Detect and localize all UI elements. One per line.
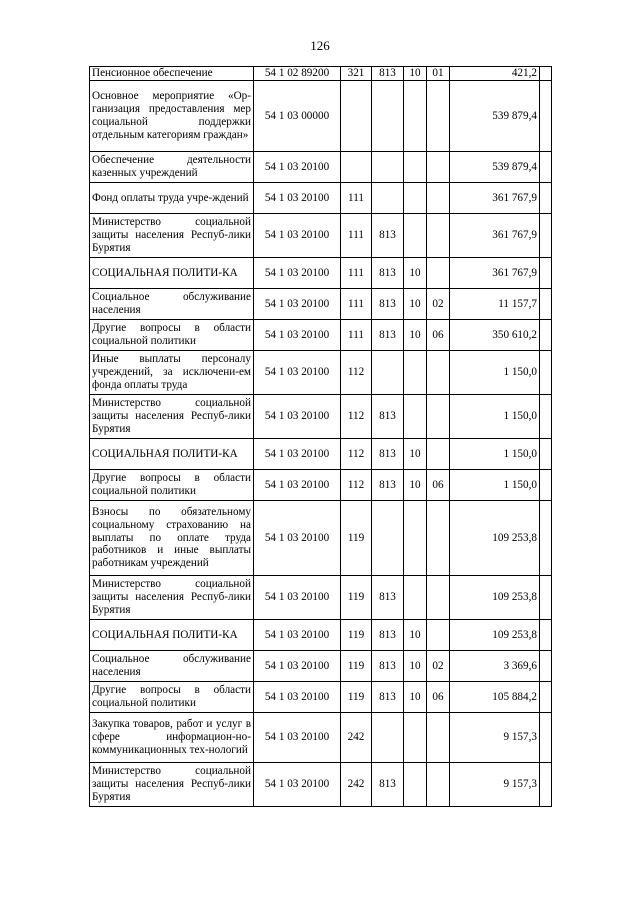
row-grbs-code: 813	[372, 651, 404, 682]
row-empty-cell	[540, 501, 552, 576]
row-amount: 109 253,8	[450, 620, 540, 651]
row-amount: 361 767,9	[450, 214, 540, 258]
row-amount: 9 157,3	[450, 713, 540, 763]
row-grbs-code	[372, 81, 404, 152]
row-empty-cell	[540, 320, 552, 351]
row-subsection	[427, 258, 450, 289]
row-amount: 109 253,8	[450, 576, 540, 620]
row-csr-code: 54 1 03 20100	[254, 289, 341, 320]
row-expense-type	[341, 152, 372, 183]
table-row	[90, 183, 552, 214]
row-grbs-code	[372, 152, 404, 183]
table-row	[90, 320, 552, 351]
row-name: Пенсионное обеспечение	[90, 67, 254, 81]
row-name: Социальное обслуживание населения	[90, 651, 254, 682]
row-amount: 105 884,2	[450, 682, 540, 713]
row-csr-code: 54 1 03 20100	[254, 351, 341, 395]
row-empty-cell	[540, 576, 552, 620]
row-empty-cell	[540, 651, 552, 682]
row-grbs-code: 813	[372, 395, 404, 439]
row-grbs-code: 813	[372, 763, 404, 807]
table-row	[90, 258, 552, 289]
row-section	[404, 713, 427, 763]
row-subsection	[427, 576, 450, 620]
row-subsection	[427, 439, 450, 470]
row-csr-code: 54 1 03 20100	[254, 682, 341, 713]
table-row	[90, 214, 552, 258]
row-name: Фонд оплаты труда учре-ждений	[90, 183, 254, 214]
row-subsection	[427, 81, 450, 152]
row-name: Министерство социальной защиты населения Респуб-лики Бурятия	[90, 395, 254, 439]
row-empty-cell	[540, 763, 552, 807]
row-csr-code: 54 1 03 20100	[254, 576, 341, 620]
row-subsection	[427, 351, 450, 395]
row-csr-code: 54 1 03 20100	[254, 713, 341, 763]
row-grbs-code: 813	[372, 258, 404, 289]
table-row	[90, 713, 552, 763]
row-section: 10	[404, 439, 427, 470]
row-amount: 539 879,4	[450, 152, 540, 183]
row-expense-type: 112	[341, 395, 372, 439]
row-empty-cell	[540, 620, 552, 651]
row-csr-code: 54 1 03 20100	[254, 214, 341, 258]
table-row	[90, 439, 552, 470]
row-section	[404, 214, 427, 258]
row-grbs-code: 813	[372, 320, 404, 351]
row-empty-cell	[540, 81, 552, 152]
row-amount: 421,2	[450, 67, 540, 81]
row-empty-cell	[540, 214, 552, 258]
row-expense-type: 112	[341, 351, 372, 395]
row-grbs-code: 813	[372, 682, 404, 713]
row-grbs-code: 813	[372, 67, 404, 81]
row-empty-cell	[540, 67, 552, 81]
row-empty-cell	[540, 258, 552, 289]
row-expense-type: 111	[341, 183, 372, 214]
row-section	[404, 576, 427, 620]
row-section	[404, 81, 427, 152]
budget-table	[89, 66, 552, 807]
row-subsection	[427, 501, 450, 576]
row-subsection	[427, 152, 450, 183]
table-row	[90, 763, 552, 807]
row-csr-code: 54 1 03 20100	[254, 501, 341, 576]
row-amount: 109 253,8	[450, 501, 540, 576]
row-empty-cell	[540, 713, 552, 763]
row-grbs-code: 813	[372, 289, 404, 320]
row-expense-type: 119	[341, 651, 372, 682]
row-grbs-code	[372, 713, 404, 763]
row-empty-cell	[540, 289, 552, 320]
row-section	[404, 183, 427, 214]
row-csr-code: 54 1 03 20100	[254, 620, 341, 651]
row-expense-type: 119	[341, 682, 372, 713]
row-section: 10	[404, 470, 427, 501]
row-subsection: 02	[427, 289, 450, 320]
table-row	[90, 620, 552, 651]
row-expense-type: 119	[341, 576, 372, 620]
row-subsection	[427, 214, 450, 258]
row-empty-cell	[540, 470, 552, 501]
row-csr-code: 54 1 03 20100	[254, 183, 341, 214]
row-empty-cell	[540, 351, 552, 395]
row-empty-cell	[540, 183, 552, 214]
row-section: 10	[404, 651, 427, 682]
table-row	[90, 682, 552, 713]
row-expense-type: 111	[341, 258, 372, 289]
row-subsection: 02	[427, 651, 450, 682]
row-expense-type: 242	[341, 763, 372, 807]
row-amount: 11 157,7	[450, 289, 540, 320]
row-grbs-code: 813	[372, 214, 404, 258]
row-amount: 361 767,9	[450, 258, 540, 289]
row-section	[404, 501, 427, 576]
table-row	[90, 152, 552, 183]
row-name: Другие вопросы в области социальной политики	[90, 470, 254, 501]
row-expense-type	[341, 81, 372, 152]
row-expense-type: 111	[341, 289, 372, 320]
row-csr-code: 54 1 03 20100	[254, 152, 341, 183]
row-expense-type: 321	[341, 67, 372, 81]
row-subsection	[427, 763, 450, 807]
row-name: Основное мероприятие «Ор-ганизация предоставления мер социальной поддержки отдельным категориям граждан»	[90, 81, 254, 152]
row-amount: 1 150,0	[450, 395, 540, 439]
budget-table-body	[90, 67, 552, 807]
row-section	[404, 763, 427, 807]
row-section	[404, 395, 427, 439]
row-name: Закупка товаров, работ и услуг в сфере информацион-но-коммуникационных тех-нологий	[90, 713, 254, 763]
row-section	[404, 152, 427, 183]
row-grbs-code: 813	[372, 576, 404, 620]
row-section: 10	[404, 320, 427, 351]
row-section: 10	[404, 620, 427, 651]
row-empty-cell	[540, 395, 552, 439]
row-name: Обеспечение деятельности казенных учреждений	[90, 152, 254, 183]
row-grbs-code	[372, 183, 404, 214]
row-amount: 350 610,2	[450, 320, 540, 351]
row-empty-cell	[540, 682, 552, 713]
row-name: Социальное обслуживание населения	[90, 289, 254, 320]
row-subsection	[427, 395, 450, 439]
row-amount: 361 767,9	[450, 183, 540, 214]
row-csr-code: 54 1 03 20100	[254, 470, 341, 501]
row-csr-code: 54 1 03 00000	[254, 81, 341, 152]
row-section: 10	[404, 67, 427, 81]
row-amount: 539 879,4	[450, 81, 540, 152]
row-subsection	[427, 620, 450, 651]
row-section	[404, 351, 427, 395]
table-row	[90, 289, 552, 320]
row-csr-code: 54 1 03 20100	[254, 651, 341, 682]
row-expense-type: 119	[341, 501, 372, 576]
row-expense-type: 242	[341, 713, 372, 763]
row-name: СОЦИАЛЬНАЯ ПОЛИТИ-КА	[90, 439, 254, 470]
row-subsection	[427, 183, 450, 214]
row-name: Другие вопросы в области социальной политики	[90, 320, 254, 351]
row-grbs-code	[372, 351, 404, 395]
row-subsection: 01	[427, 67, 450, 81]
row-amount: 9 157,3	[450, 763, 540, 807]
row-name: Министерство социальной защиты населения Респуб-лики Бурятия	[90, 763, 254, 807]
row-grbs-code: 813	[372, 470, 404, 501]
row-amount: 1 150,0	[450, 470, 540, 501]
row-grbs-code: 813	[372, 439, 404, 470]
row-name: СОЦИАЛЬНАЯ ПОЛИТИ-КА	[90, 620, 254, 651]
row-csr-code: 54 1 03 20100	[254, 258, 341, 289]
row-csr-code: 54 1 03 20100	[254, 439, 341, 470]
table-row	[90, 651, 552, 682]
table-row	[90, 501, 552, 576]
row-name: СОЦИАЛЬНАЯ ПОЛИТИ-КА	[90, 258, 254, 289]
row-name: Иные выплаты персоналу учреждений, за исключени-ем фонда оплаты труда	[90, 351, 254, 395]
row-subsection	[427, 713, 450, 763]
row-name: Министерство социальной защиты населения Респуб-лики Бурятия	[90, 576, 254, 620]
row-section: 10	[404, 289, 427, 320]
row-expense-type: 119	[341, 620, 372, 651]
row-empty-cell	[540, 439, 552, 470]
row-csr-code: 54 1 03 20100	[254, 763, 341, 807]
table-row	[90, 81, 552, 152]
row-empty-cell	[540, 152, 552, 183]
row-amount: 3 369,6	[450, 651, 540, 682]
row-subsection: 06	[427, 682, 450, 713]
row-grbs-code: 813	[372, 620, 404, 651]
row-expense-type: 111	[341, 320, 372, 351]
table-row	[90, 67, 552, 81]
table-row	[90, 351, 552, 395]
row-subsection: 06	[427, 470, 450, 501]
table-row	[90, 395, 552, 439]
row-subsection: 06	[427, 320, 450, 351]
table-row	[90, 576, 552, 620]
table-row	[90, 470, 552, 501]
row-csr-code: 54 1 03 20100	[254, 320, 341, 351]
row-grbs-code	[372, 501, 404, 576]
row-expense-type: 112	[341, 439, 372, 470]
row-section: 10	[404, 682, 427, 713]
row-name: Взносы по обязательному социальному страхованию на выплаты по оплате труда работников и иные выплаты работникам учреждений	[90, 501, 254, 576]
row-amount: 1 150,0	[450, 351, 540, 395]
row-expense-type: 112	[341, 470, 372, 501]
row-csr-code: 54 1 03 20100	[254, 395, 341, 439]
row-name: Другие вопросы в области социальной политики	[90, 682, 254, 713]
row-expense-type: 111	[341, 214, 372, 258]
row-amount: 1 150,0	[450, 439, 540, 470]
row-csr-code: 54 1 02 89200	[254, 67, 341, 81]
row-name: Министерство социальной защиты населения Респуб-лики Бурятия	[90, 214, 254, 258]
page-number: 126	[310, 38, 330, 53]
row-section: 10	[404, 258, 427, 289]
